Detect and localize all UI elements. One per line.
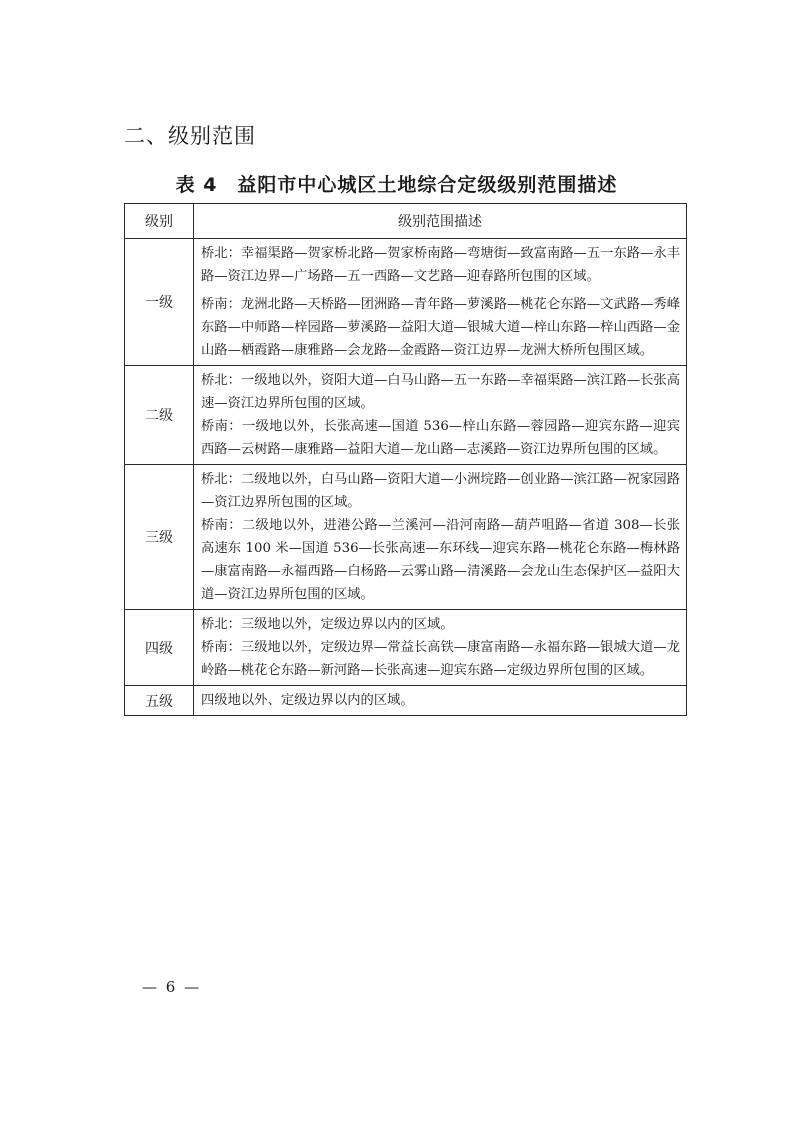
level-range-table [124, 203, 687, 716]
table-row [125, 686, 687, 716]
page-number: — 6 — [142, 978, 202, 996]
section-heading: 二、级别范围 [124, 124, 256, 148]
description-paragraph: 桥北：三级地以外，定级边界以内的区域。 [201, 617, 454, 632]
level-cell: 五级 [125, 686, 194, 716]
table-row [125, 465, 687, 610]
description-paragraph: 四级地以外、定级边界以内的区域。 [201, 693, 414, 708]
header-description: 级别范围描述 [194, 204, 687, 239]
description-paragraph: 桥南：一级地以外，长张高速—国道 536—梓山东路—蓉园路—迎宾东路—迎宾西路—云树路—康雅路—益阳大道—龙山路—志溪路—资江边界所包围的区域。 [201, 419, 680, 457]
description-paragraph: 桥南：二级地以外，进港公路—兰溪河—沿河南路—葫芦咀路—省道 308—长张高速东 100 米—国道 536—长张高速—东环线—迎宾东路—桃花仑东路—梅林路—康富南路—永福西路—白杨路—云雾山路—清溪路—会龙山生态保护区—益阳大道—资江边界所包围的区域。 [201, 518, 680, 602]
table-row [125, 366, 687, 465]
table-row [125, 239, 687, 366]
description-paragraph: 桥北：二级地以外，白马山路—资阳大道—小洲垸路—创业路—滨江路—祝家园路—资江边界所包围的区域。 [201, 472, 680, 510]
description-paragraph: 桥南：三级地以外，定级边界—常益长高铁—康富南路—永福东路—银城大道—龙岭路—桃花仑东路—新河路—长张高速—迎宾东路—定级边界所包围的区域。 [201, 640, 680, 678]
description-cell [194, 686, 687, 716]
description-cell [194, 239, 687, 366]
table-row [125, 610, 687, 686]
level-cell: 四级 [125, 610, 194, 686]
description-cell [194, 465, 687, 610]
level-cell: 三级 [125, 465, 194, 610]
description-cell [194, 366, 687, 465]
table-header-row [125, 204, 687, 239]
description-paragraph: 桥南：龙洲北路—天桥路—团洲路—青年路—萝溪路—桃花仑东路—文武路—秀峰东路—中师路—梓园路—萝溪路—益阳大道—银城大道—梓山东路—梓山西路—金山路—栖霞路—康雅路—会龙路—金霞路—资江边界—龙洲大桥所包围区域。 [201, 297, 680, 358]
table-title: 表 4 益阳市中心城区土地综合定级级别范围描述 [175, 174, 618, 196]
level-cell: 二级 [125, 366, 194, 465]
description-paragraph: 桥北：幸福渠路—贺家桥北路—贺家桥南路—弯塘街—致富南路—五一东路—永丰路—资江边界—广场路—五一西路—文艺路—迎春路所包围的区域。 [201, 246, 680, 284]
description-paragraph: 桥北：一级地以外，资阳大道—白马山路—五一东路—幸福渠路—滨江路—长张高速—资江边界所包围的区域。 [201, 373, 680, 411]
description-cell [194, 610, 687, 686]
header-level: 级别 [125, 204, 194, 239]
level-cell: 一级 [125, 239, 194, 366]
